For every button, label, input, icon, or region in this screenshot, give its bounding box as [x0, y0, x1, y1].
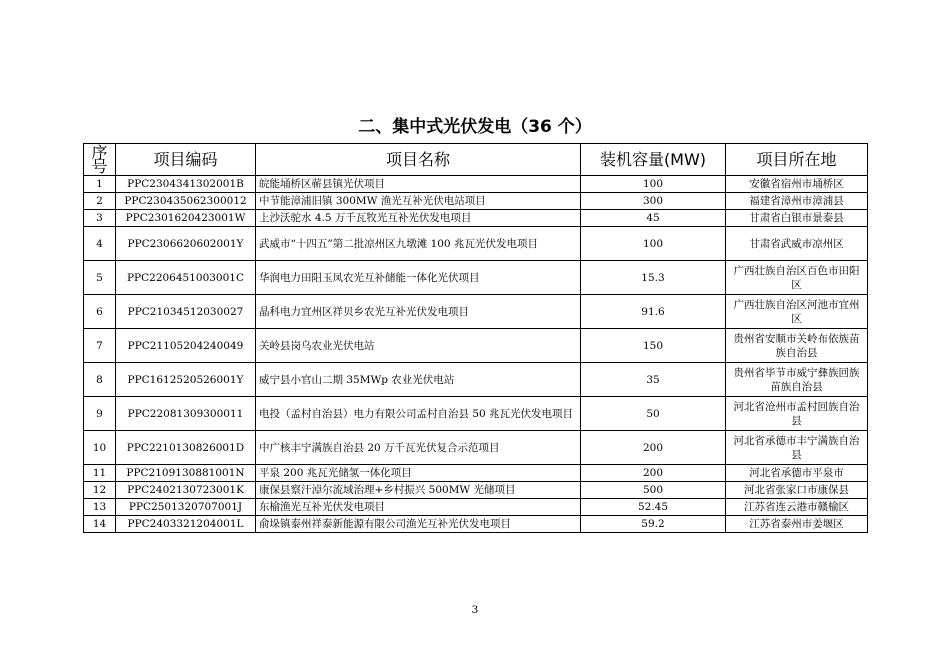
cell-location: 广西壮族自治区河池市宜州区: [726, 295, 868, 329]
cell-capacity: 100: [581, 227, 726, 261]
cell-project-name: 上沙沃驼水 4.5 万千瓦牧光互补光伏发电项目: [256, 210, 581, 227]
cell-index: 1: [84, 176, 116, 193]
table-body: [84, 176, 868, 533]
cell-project-code: PPC1612520526001Y: [116, 363, 256, 397]
cell-project-name: 康保县察汗淖尔流域治理+乡村振兴 500MW 光储项目: [256, 482, 581, 499]
table-row: [84, 193, 868, 210]
table-row: [84, 176, 868, 193]
project-table: [83, 143, 868, 533]
cell-project-code: PPC21105204240049: [116, 329, 256, 363]
table-row: [84, 431, 868, 465]
cell-project-name: 中广核丰宁满族自治县 20 万千瓦光伏复合示范项目: [256, 431, 581, 465]
cell-project-name: 华润电力田阳玉凤农光互补储能一体化光伏项目: [256, 261, 581, 295]
cell-project-code: PPC2403321204001L: [116, 516, 256, 533]
table-row: [84, 329, 868, 363]
header-location: 项目所在地: [726, 144, 868, 176]
cell-index: 5: [84, 261, 116, 295]
page-title: 二、集中式光伏发电（36 个）: [358, 117, 592, 137]
cell-project-name: 电投（孟村自治县）电力有限公司孟村自治县 50 兆瓦光伏发电项目: [256, 397, 581, 431]
cell-capacity: 91.6: [581, 295, 726, 329]
cell-location: 河北省沧州市孟村回族自治县: [726, 397, 868, 431]
table-row: [84, 295, 868, 329]
table-row: [84, 363, 868, 397]
header-project-code: 项目编码: [116, 144, 256, 176]
header-project-name: 项目名称: [256, 144, 581, 176]
cell-project-code: PPC2301620423001W: [116, 210, 256, 227]
cell-location: 贵州省毕节市威宁彝族回族苗族自治县: [726, 363, 868, 397]
table-header-row: [84, 144, 868, 176]
cell-index: 14: [84, 516, 116, 533]
cell-location: 河北省承德市平泉市: [726, 465, 868, 482]
table-row: [84, 482, 868, 499]
header-capacity: 装机容量(MW): [581, 144, 726, 176]
cell-capacity: 52.45: [581, 499, 726, 516]
cell-location: 贵州省安顺市关岭布依族苗族自治县: [726, 329, 868, 363]
cell-capacity: 50: [581, 397, 726, 431]
cell-capacity: 150: [581, 329, 726, 363]
table-row: [84, 210, 868, 227]
cell-project-code: PPC22081309300011: [116, 397, 256, 431]
cell-capacity: 500: [581, 482, 726, 499]
table-row: [84, 261, 868, 295]
cell-index: 8: [84, 363, 116, 397]
cell-index: 12: [84, 482, 116, 499]
cell-index: 3: [84, 210, 116, 227]
cell-index: 10: [84, 431, 116, 465]
cell-capacity: 200: [581, 431, 726, 465]
table-row: [84, 397, 868, 431]
cell-project-code: PPC21034512030027: [116, 295, 256, 329]
cell-project-name: 威宁县小官山二期 35MWp 农业光伏电站: [256, 363, 581, 397]
cell-project-name: 武威市“十四五”第二批凉州区九墩滩 100 兆瓦光伏发电项目: [256, 227, 581, 261]
cell-project-code: PPC2210130826001D: [116, 431, 256, 465]
cell-capacity: 300: [581, 193, 726, 210]
cell-index: 4: [84, 227, 116, 261]
cell-project-name: 东榆渔光互补光伏发电项目: [256, 499, 581, 516]
table-row: [84, 516, 868, 533]
cell-location: 福建省漳州市漳浦县: [726, 193, 868, 210]
cell-project-name: 晶科电力宜州区祥贝乡农光互补光伏发电项目: [256, 295, 581, 329]
cell-location: 甘肃省武威市凉州区: [726, 227, 868, 261]
cell-project-name: 皖能埇桥区蕲县镇光伏项目: [256, 176, 581, 193]
cell-project-name: 平泉 200 兆瓦光储氢一体化项目: [256, 465, 581, 482]
cell-index: 11: [84, 465, 116, 482]
cell-location: 安徽省宿州市埇桥区: [726, 176, 868, 193]
cell-location: 江苏省泰州市姜堰区: [726, 516, 868, 533]
cell-capacity: 59.2: [581, 516, 726, 533]
cell-project-name: 关岭县岗乌农业光伏电站: [256, 329, 581, 363]
cell-index: 6: [84, 295, 116, 329]
cell-project-code: PPC230435062300012: [116, 193, 256, 210]
table-row: [84, 499, 868, 516]
cell-capacity: 35: [581, 363, 726, 397]
cell-index: 9: [84, 397, 116, 431]
cell-location: 甘肃省白银市景泰县: [726, 210, 868, 227]
cell-capacity: 200: [581, 465, 726, 482]
cell-capacity: 15.3: [581, 261, 726, 295]
cell-project-code: PPC2306620602001Y: [116, 227, 256, 261]
cell-location: 江苏省连云港市赣榆区: [726, 499, 868, 516]
cell-location: 广西壮族自治区百色市田阳区: [726, 261, 868, 295]
cell-capacity: 100: [581, 176, 726, 193]
cell-index: 13: [84, 499, 116, 516]
cell-project-name: 俞垛镇泰州祥泰新能源有限公司渔光互补光伏发电项目: [256, 516, 581, 533]
page-number: 3: [471, 604, 479, 616]
cell-project-code: PPC2402130723001K: [116, 482, 256, 499]
cell-project-code: PPC2501320707001J: [116, 499, 256, 516]
cell-project-code: PPC2304341302001B: [116, 176, 256, 193]
table-row: [84, 227, 868, 261]
table-row: [84, 465, 868, 482]
cell-capacity: 45: [581, 210, 726, 227]
cell-project-name: 中节能漳浦旧镇 300MW 渔光互补光伏电站项目: [256, 193, 581, 210]
cell-index: 7: [84, 329, 116, 363]
cell-index: 2: [84, 193, 116, 210]
cell-location: 河北省张家口市康保县: [726, 482, 868, 499]
cell-location: 河北省承德市丰宁满族自治县: [726, 431, 868, 465]
header-index: 序号: [84, 144, 116, 176]
cell-project-code: PPC2206451003001C: [116, 261, 256, 295]
cell-project-code: PPC2109130881001N: [116, 465, 256, 482]
